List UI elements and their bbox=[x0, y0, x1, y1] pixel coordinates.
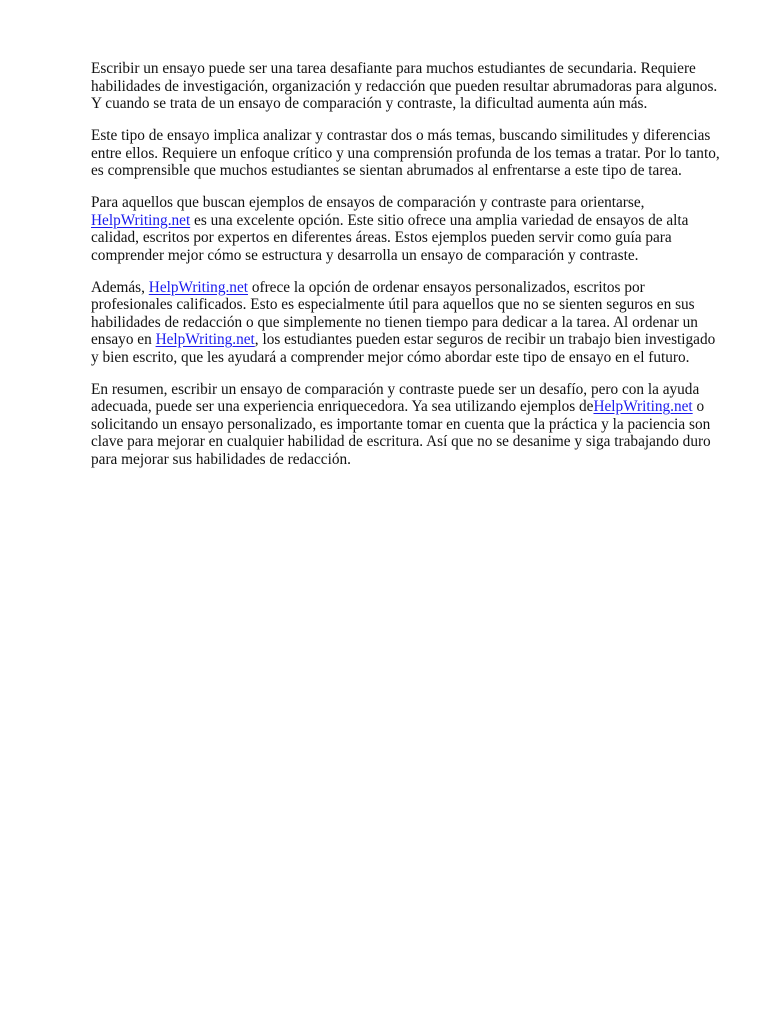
paragraph-text: Este tipo de ensayo implica analizar y contrastar dos o más temas, buscando similitudes y diferencias entre ellos. Requiere un enfoque crítico y una comprensión profunda de los temas a tratar. Por lo tanto, es comprensible que muchos estudiantes se sientan abrumados al enfrentarse a este tipo de tarea. bbox=[91, 127, 720, 179]
helpwriting-link[interactable]: HelpWriting.net bbox=[148, 278, 248, 296]
paragraph-text: Para aquellos que buscan ejemplos de ensayos de comparación y contraste para orientarse, bbox=[91, 194, 645, 211]
helpwriting-link[interactable]: HelpWriting.net bbox=[593, 398, 693, 415]
helpwriting-link[interactable]: HelpWriting.net bbox=[155, 331, 255, 348]
document-body bbox=[91, 60, 725, 483]
paragraph-text: En resumen, escribir un ensayo de comparación y contraste puede ser un desafío, pero con la ayuda adecuada, puede ser una experiencia enriquecedora. Ya sea utilizando ejemplos de bbox=[91, 380, 700, 415]
paragraph-4 bbox=[91, 279, 725, 367]
paragraph-text: ofrece la opción de ordenar ensayos personalizados, escritos por profesionales calificados. Esto es especialmente útil para aquellos que no se sienten seguros en sus habilidades de redacción o que simplemente no tienen tiempo para dedicar a la tarea. Al ordenar un ensayo en bbox=[91, 278, 698, 348]
paragraph-3 bbox=[91, 194, 725, 264]
paragraph-text: , los estudiantes pueden estar seguros de recibir un trabajo bien investigado y bien escrito, que les ayudará a comprender mejor cómo abordar este tipo de ensayo en el futuro. bbox=[91, 331, 716, 366]
paragraph-5 bbox=[91, 381, 725, 469]
helpwriting-link[interactable]: HelpWriting.net bbox=[91, 211, 191, 229]
paragraph-text: es una excelente opción. Este sitio ofrece una amplia variedad de ensayos de alta calidad, escritos por expertos en diferentes áreas. Estos ejemplos pueden servir como guía para comprender mejor cómo se estructura y desarrolla un ensayo de comparación y contraste. bbox=[91, 211, 689, 264]
paragraph-1 bbox=[91, 60, 725, 113]
paragraph-text: o solicitando un ensayo personalizado, es importante tomar en cuenta que la práctica y la paciencia son clave para mejorar en cualquier habilidad de escritura. Así que no se desanime y siga trabajando duro para mejorar sus habilidades de redacción. bbox=[91, 398, 711, 468]
paragraph-text: Además, bbox=[91, 278, 149, 296]
paragraph-2 bbox=[91, 127, 725, 180]
paragraph-text: Escribir un ensayo puede ser una tarea desafiante para muchos estudiantes de secundaria. Requiere habilidades de investigación, organización y redacción que pueden resultar abrumadoras para algunos. Y cuando se trata de un ensayo de comparación y contraste, la dificultad aumenta aún más. bbox=[91, 60, 718, 112]
